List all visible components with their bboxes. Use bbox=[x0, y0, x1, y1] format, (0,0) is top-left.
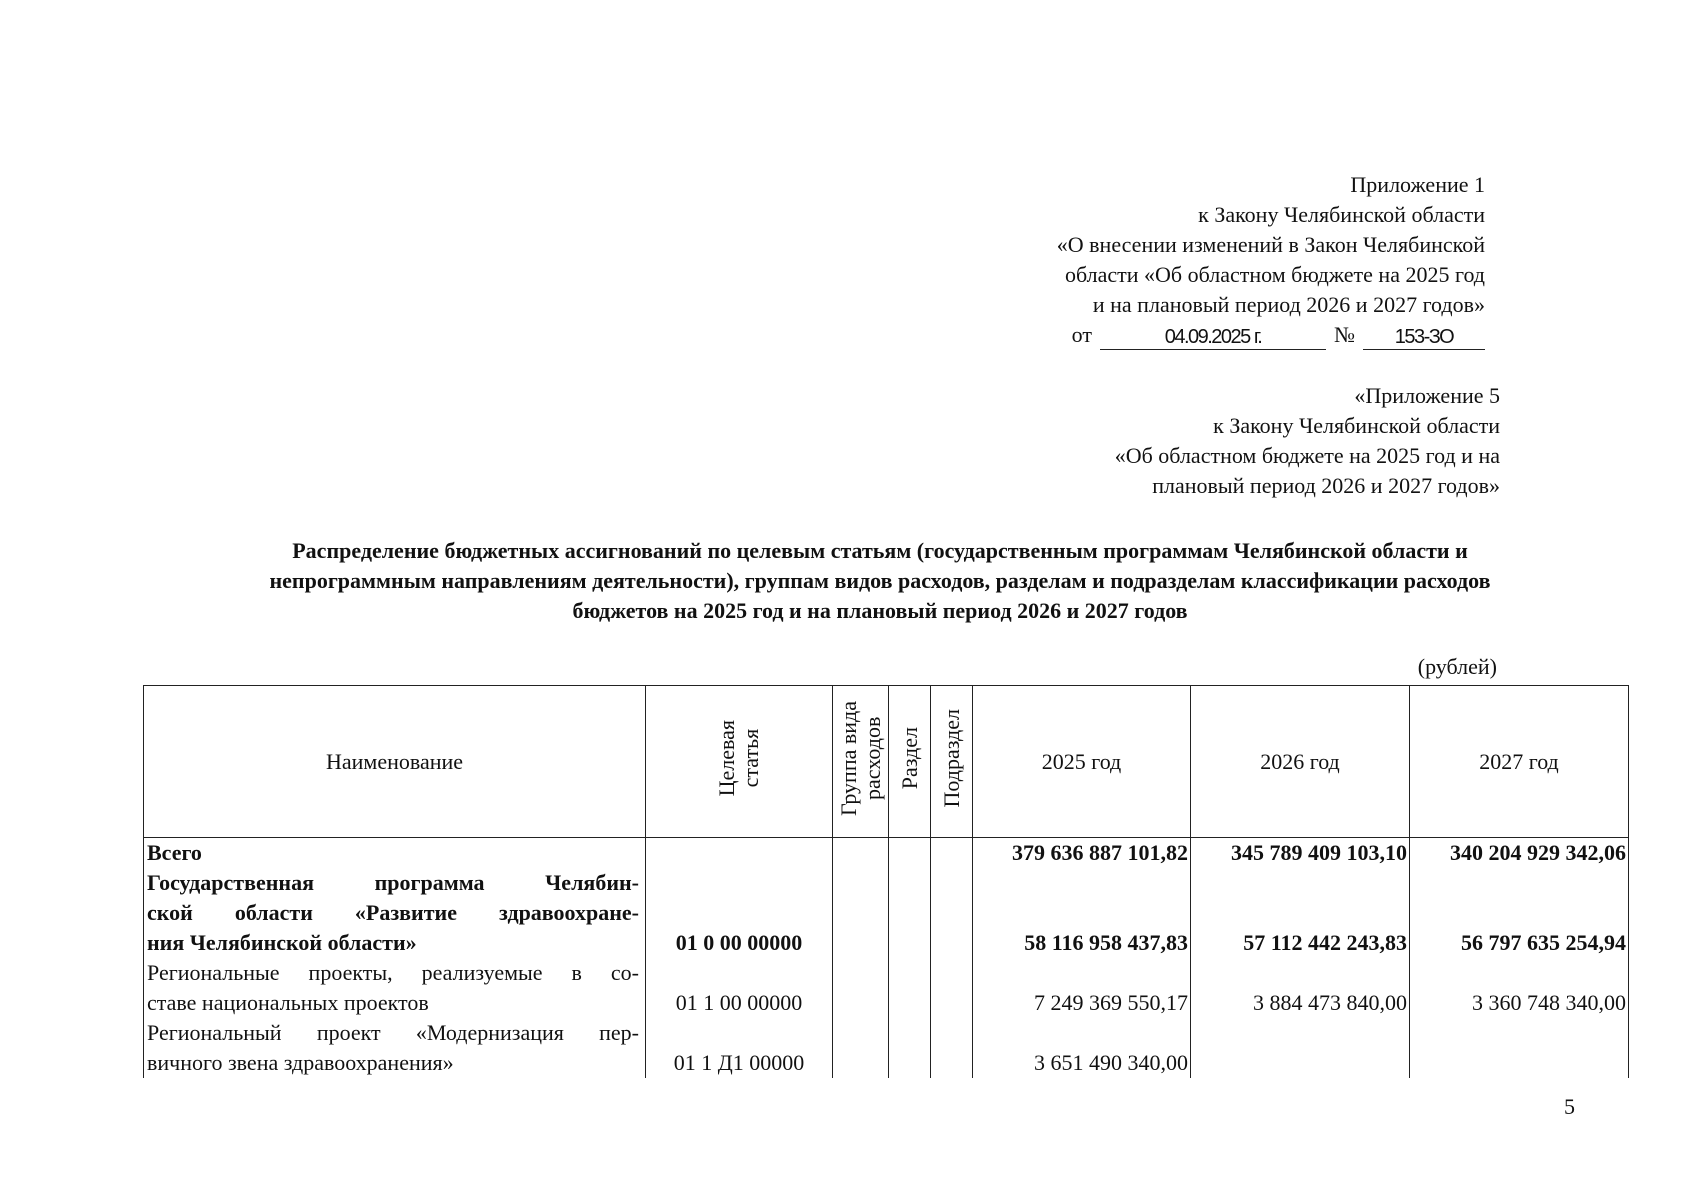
header-target-line-1: Целевая bbox=[714, 720, 739, 797]
annex-1-title: Приложение 1 bbox=[1350, 172, 1485, 197]
row-subsection bbox=[931, 838, 973, 869]
table-row bbox=[144, 868, 1629, 958]
annex-5-line-4: плановый период 2026 и 2027 годов» bbox=[1152, 473, 1500, 498]
row-section bbox=[889, 868, 931, 958]
row-section bbox=[889, 1018, 931, 1078]
row-subsection bbox=[931, 958, 973, 1018]
row-name-line-1: Региональный проект «Модернизация пер- bbox=[147, 1020, 639, 1045]
unit-label: (рублей) bbox=[1417, 654, 1497, 679]
annex-1-date-number-line bbox=[785, 320, 1485, 350]
row-name bbox=[144, 958, 646, 1018]
row-name bbox=[144, 868, 646, 958]
header-2026: 2026 год bbox=[1191, 686, 1410, 838]
table-header-row bbox=[144, 686, 1629, 838]
annex-1-line-2: к Закону Челябинской области bbox=[1198, 202, 1485, 227]
row-name-line-2: ской области «Развитие здравоохране- bbox=[147, 900, 639, 925]
row-name: Всего bbox=[144, 838, 646, 869]
page-number: 5 bbox=[1564, 1094, 1575, 1119]
header-2025: 2025 год bbox=[973, 686, 1191, 838]
row-value-2025: 7 249 369 550,17 bbox=[973, 958, 1191, 1018]
budget-table bbox=[143, 685, 1629, 1078]
row-value-2026: 345 789 409 103,10 bbox=[1191, 838, 1410, 869]
header-section-text: Раздел bbox=[896, 727, 922, 790]
header-expense-group-text bbox=[837, 701, 885, 816]
row-value-2027 bbox=[1410, 1018, 1629, 1078]
row-section bbox=[889, 958, 931, 1018]
row-group bbox=[833, 958, 889, 1018]
row-name-line-2: вичного звена здравоохранения» bbox=[147, 1050, 454, 1075]
row-name-line-3: ния Челябинской области» bbox=[147, 930, 417, 955]
document-title-line-1: Распределение бюджетных ассигнований по целевым статьям (государственным программам Челябинской области и bbox=[292, 538, 1468, 563]
header-group-line-1: Группа вида bbox=[835, 701, 861, 816]
header-subsection bbox=[931, 686, 973, 838]
row-name-line-1: Региональные проекты, реализуемые в со- bbox=[147, 960, 639, 985]
header-subsection-text: Подраздел bbox=[938, 709, 964, 808]
header-expense-group bbox=[833, 686, 889, 838]
ot-label: от bbox=[1071, 322, 1092, 347]
document-title-line-2: непрограммным направлениям деятельности), группам видов расходов, разделам и подразделам классификации расходов bbox=[269, 568, 1491, 593]
row-subsection bbox=[931, 1018, 973, 1078]
row-value-2025: 379 636 887 101,82 bbox=[973, 838, 1191, 869]
table-row-total bbox=[144, 838, 1629, 869]
header-target-line-2: статья bbox=[738, 729, 763, 788]
annex-1-line-5: и на плановый период 2026 и 2027 годов» bbox=[1092, 292, 1485, 317]
row-code: 01 1 Д1 00000 bbox=[646, 1018, 833, 1078]
row-value-2025: 3 651 490 340,00 bbox=[973, 1018, 1191, 1078]
header-target-article-text bbox=[715, 720, 763, 796]
annex-5-line-3: «Об областном бюджете на 2025 год и на bbox=[1114, 443, 1500, 468]
row-name-line-2: ставе национальных проектов bbox=[147, 990, 429, 1015]
header-section bbox=[889, 686, 931, 838]
row-value-2026: 3 884 473 840,00 bbox=[1191, 958, 1410, 1018]
annex-5-line-2: к Закону Челябинской области bbox=[1213, 413, 1500, 438]
table-row bbox=[144, 958, 1629, 1018]
row-group bbox=[833, 868, 889, 958]
row-code: 01 0 00 00000 bbox=[646, 868, 833, 958]
row-code bbox=[646, 838, 833, 869]
annex-5-header bbox=[800, 381, 1500, 501]
document-title bbox=[130, 536, 1630, 626]
document-title-line-3: бюджетов на 2025 год и на плановый период 2026 и 2027 годов bbox=[572, 598, 1188, 623]
number-label: № bbox=[1334, 322, 1355, 347]
header-2027: 2027 год bbox=[1410, 686, 1629, 838]
row-value-2025: 58 116 958 437,83 bbox=[973, 868, 1191, 958]
row-value-2026: 57 112 442 243,83 bbox=[1191, 868, 1410, 958]
row-group bbox=[833, 838, 889, 869]
row-value-2027: 56 797 635 254,94 bbox=[1410, 868, 1629, 958]
row-code: 01 1 00 00000 bbox=[646, 958, 833, 1018]
row-name-line-1: Государственная программа Челябин- bbox=[147, 870, 639, 895]
row-section bbox=[889, 838, 931, 869]
law-number: 153-ЗО bbox=[1363, 325, 1485, 350]
row-subsection bbox=[931, 868, 973, 958]
annex-1-line-4: области «Об областном бюджете на 2025 год bbox=[1065, 262, 1485, 287]
header-group-line-2: расходов bbox=[859, 716, 885, 801]
row-group bbox=[833, 1018, 889, 1078]
annex-5-title: «Приложение 5 bbox=[1354, 383, 1500, 408]
row-value-2027: 340 204 929 342,06 bbox=[1410, 838, 1629, 869]
law-date: 04.09.2025 г. bbox=[1100, 325, 1326, 350]
table-row bbox=[144, 1018, 1629, 1078]
row-name bbox=[144, 1018, 646, 1078]
header-target-article bbox=[646, 686, 833, 838]
annex-1-line-3: «О внесении изменений в Закон Челябинской bbox=[1056, 232, 1485, 257]
row-value-2026 bbox=[1191, 1018, 1410, 1078]
annex-1-header bbox=[785, 170, 1485, 350]
header-name: Наименование bbox=[144, 686, 646, 838]
row-value-2027: 3 360 748 340,00 bbox=[1410, 958, 1629, 1018]
